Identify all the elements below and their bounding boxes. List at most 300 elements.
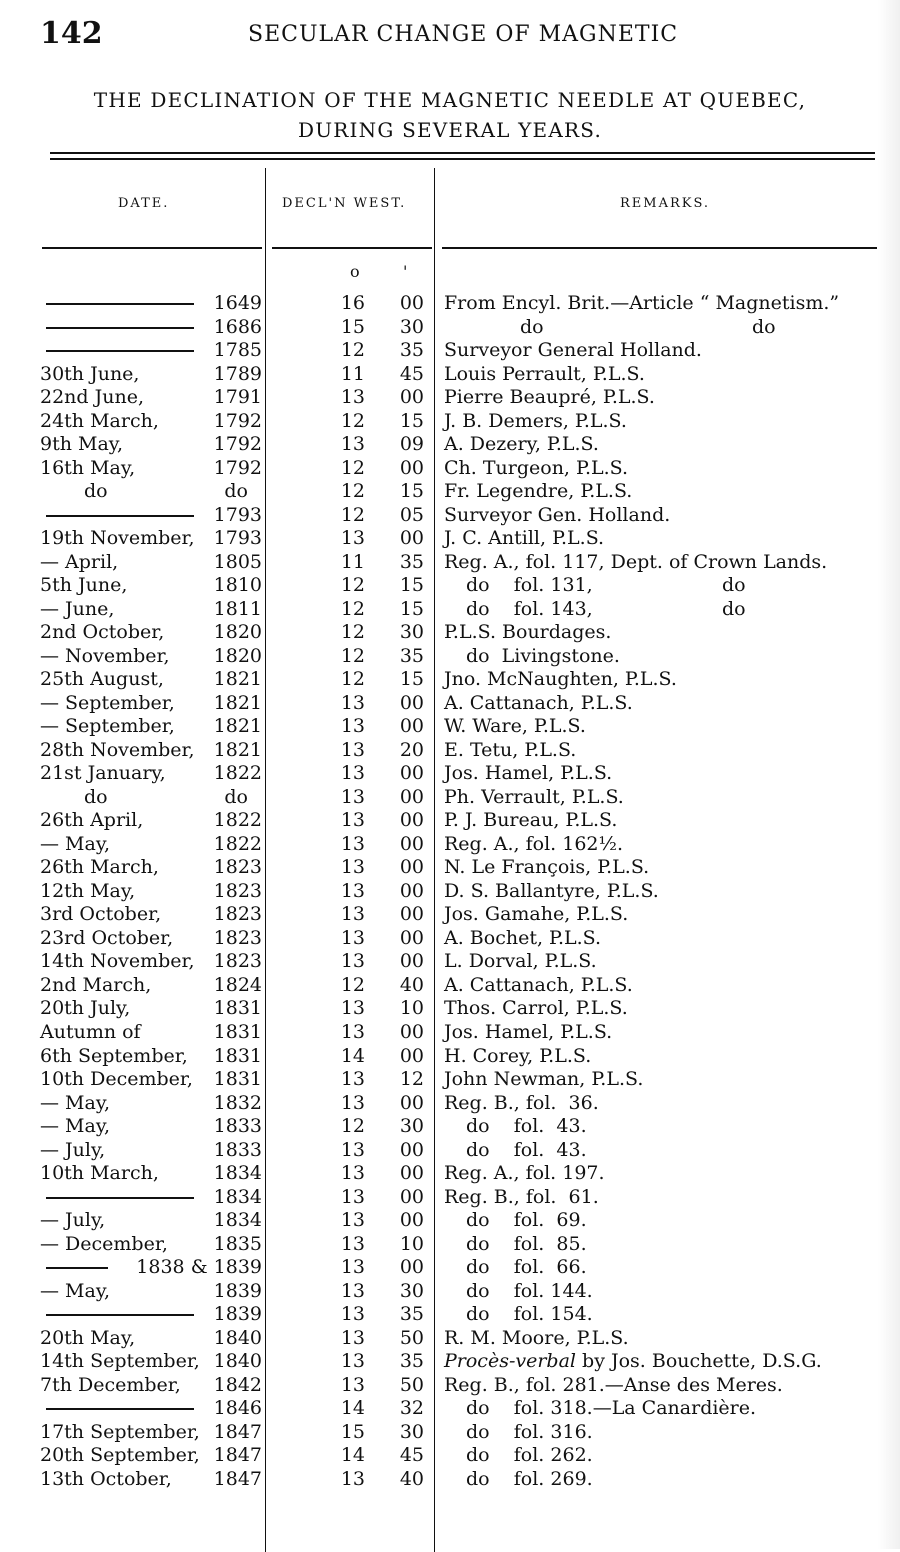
cell-date: Autumn of xyxy=(40,1020,141,1043)
table-row xyxy=(0,574,900,598)
running-head: SECULAR CHANGE OF MAGNETIC xyxy=(248,22,679,47)
cell-year: 1835 xyxy=(213,1232,262,1255)
cell-remarks: D. S. Ballantyre, P.L.S. xyxy=(444,879,659,902)
cell-remarks: A. Dezery, P.L.S. xyxy=(444,433,599,456)
cell-minutes: 00 xyxy=(399,762,424,785)
cell-degrees: 12 xyxy=(340,409,365,432)
table-row xyxy=(0,480,900,504)
cell-remarks: Jos. Gamahe, P.L.S. xyxy=(444,903,629,926)
cell-minutes: 00 xyxy=(399,715,424,738)
remark-text: by Jos. Bouchette, D.S.G. xyxy=(576,1350,822,1373)
table-row xyxy=(0,1162,900,1186)
table-row xyxy=(0,880,900,904)
cell-year: 1833 xyxy=(213,1115,262,1138)
cell-minutes: 35 xyxy=(399,339,424,362)
cell-date: — September, xyxy=(40,715,175,738)
cell-minutes: 00 xyxy=(399,691,424,714)
cell-remarks: P.L.S. Bourdages. xyxy=(444,621,612,644)
cell-date: do xyxy=(84,785,108,808)
cell-minutes: 00 xyxy=(399,950,424,973)
cell-remarks: N. Le François, P.L.S. xyxy=(444,856,650,879)
cell-minutes: 15 xyxy=(399,597,424,620)
remark-italic: Procès-verbal xyxy=(444,1350,576,1373)
cell-date: 30th June, xyxy=(40,362,140,385)
cell-remarks: E. Tetu, P.L.S. xyxy=(444,738,577,761)
cell-minutes: 00 xyxy=(399,926,424,949)
blank-date-dash xyxy=(46,515,194,517)
table-row xyxy=(0,1421,900,1445)
cell-year: 1821 xyxy=(213,738,262,761)
cell-remarks: J. B. Demers, P.L.S. xyxy=(444,409,627,432)
cell-remarks: do fol. 66. xyxy=(466,1256,587,1279)
table-row xyxy=(0,339,900,363)
cell-degrees: 12 xyxy=(340,574,365,597)
cell-minutes: 00 xyxy=(399,1091,424,1114)
table-row xyxy=(0,1327,900,1351)
cell-degrees: 12 xyxy=(340,644,365,667)
cell-date: 20th May, xyxy=(40,1326,136,1349)
table-body xyxy=(0,292,900,1491)
top-rule xyxy=(50,152,875,154)
header-rule-decl xyxy=(272,247,432,249)
cell-remarks: do fol. 131, xyxy=(466,574,593,597)
table-row xyxy=(0,1068,900,1092)
cell-date: — May, xyxy=(40,1091,111,1114)
cell-minutes: 00 xyxy=(399,1162,424,1185)
blank-date-dash xyxy=(46,327,194,329)
cell-date: — July, xyxy=(40,1209,106,1232)
table-row xyxy=(0,1139,900,1163)
cell-year: 1820 xyxy=(213,621,262,644)
unit-minutes: ' xyxy=(403,262,408,281)
cell-remarks: do fol. 318.—La Canardière. xyxy=(466,1397,757,1420)
cell-minutes: 40 xyxy=(399,1467,424,1490)
table-row xyxy=(0,1115,900,1139)
table-row xyxy=(0,1350,900,1374)
top-rule-double xyxy=(50,158,875,160)
cell-year: 1838 & 1839 xyxy=(136,1256,262,1279)
cell-year: 1840 xyxy=(213,1326,262,1349)
cell-minutes: 00 xyxy=(399,832,424,855)
cell-year: 1840 xyxy=(213,1350,262,1373)
cell-year: 1831 xyxy=(213,1044,262,1067)
cell-degrees: 13 xyxy=(340,1068,365,1091)
column-header-remarks: REMARKS. xyxy=(620,196,711,211)
table-row xyxy=(0,974,900,998)
table-row xyxy=(0,598,900,622)
cell-degrees: 13 xyxy=(340,1138,365,1161)
column-header-date: DATE. xyxy=(118,196,170,211)
table-row xyxy=(0,363,900,387)
cell-date: 21st January, xyxy=(40,762,166,785)
cell-remarks: do fol. 154. xyxy=(466,1303,593,1326)
cell-date: 2nd October, xyxy=(40,621,165,644)
cell-minutes: 40 xyxy=(399,973,424,996)
cell-year: 1834 xyxy=(213,1185,262,1208)
cell-remarks: Jos. Hamel, P.L.S. xyxy=(444,1020,613,1043)
table-row xyxy=(0,433,900,457)
cell-year: 1846 xyxy=(213,1397,262,1420)
cell-degrees: 13 xyxy=(340,1091,365,1114)
page-number: 142 xyxy=(40,16,103,51)
cell-date: — May, xyxy=(40,1279,111,1302)
blank-date-dash xyxy=(46,1197,194,1199)
blank-date-dash xyxy=(46,1267,108,1269)
cell-remarks: J. C. Antill, P.L.S. xyxy=(444,527,605,550)
cell-year: 1832 xyxy=(213,1091,262,1114)
cell-minutes: 45 xyxy=(399,1444,424,1467)
cell-year: 1834 xyxy=(213,1162,262,1185)
cell-degrees: 12 xyxy=(340,973,365,996)
cell-degrees: 13 xyxy=(340,1162,365,1185)
cell-minutes: 00 xyxy=(399,1138,424,1161)
cell-date: 5th June, xyxy=(40,574,128,597)
cell-remarks: Thos. Carrol, P.L.S. xyxy=(444,997,628,1020)
cell-degrees: 12 xyxy=(340,456,365,479)
cell-date: — May, xyxy=(40,832,111,855)
cell-minutes: 10 xyxy=(399,1232,424,1255)
table-row xyxy=(0,504,900,528)
cell-date: do xyxy=(84,480,108,503)
cell-date: — September, xyxy=(40,691,175,714)
cell-remarks: Jos. Hamel, P.L.S. xyxy=(444,762,613,785)
cell-date: 16th May, xyxy=(40,456,136,479)
cell-degrees: 14 xyxy=(340,1044,365,1067)
cell-degrees: 13 xyxy=(340,879,365,902)
cell-year: 1831 xyxy=(213,1020,262,1043)
cell-remarks: do fol. 43. xyxy=(466,1115,587,1138)
cell-date: 13th October, xyxy=(40,1467,172,1490)
cell-year: 1793 xyxy=(213,527,262,550)
table-row xyxy=(0,997,900,1021)
cell-year: 1823 xyxy=(213,926,262,949)
cell-minutes: 20 xyxy=(399,738,424,761)
cell-year: 1785 xyxy=(213,339,262,362)
cell-remarks: do fol. 43. xyxy=(466,1138,587,1161)
cell-degrees: 12 xyxy=(340,480,365,503)
cell-remarks: W. Ware, P.L.S. xyxy=(444,715,586,738)
cell-year: 1792 xyxy=(213,456,262,479)
cell-degrees: 13 xyxy=(340,832,365,855)
cell-remarks: A. Cattanach, P.L.S. xyxy=(444,973,633,996)
cell-minutes: 00 xyxy=(399,903,424,926)
cell-degrees: 13 xyxy=(340,1256,365,1279)
cell-degrees: 13 xyxy=(340,1467,365,1490)
cell-degrees: 13 xyxy=(340,433,365,456)
table-row xyxy=(0,1233,900,1257)
cell-year: 1847 xyxy=(213,1420,262,1443)
cell-minutes: 05 xyxy=(399,503,424,526)
cell-date: — June, xyxy=(40,597,115,620)
cell-year: 1822 xyxy=(213,832,262,855)
cell-degrees: 13 xyxy=(340,1326,365,1349)
cell-remarks: do fol. 316. xyxy=(466,1420,593,1443)
table-row xyxy=(0,1303,900,1327)
cell-degrees: 13 xyxy=(340,1232,365,1255)
table-row xyxy=(0,527,900,551)
cell-remarks: R. M. Moore, P.L.S. xyxy=(444,1326,629,1349)
cell-remarks-ditto: do xyxy=(722,597,746,620)
table-row xyxy=(0,292,900,316)
cell-remarks: L. Dorval, P.L.S. xyxy=(444,950,597,973)
cell-remarks: H. Corey, P.L.S. xyxy=(444,1044,592,1067)
cell-year: 1847 xyxy=(213,1444,262,1467)
cell-year: 1823 xyxy=(213,879,262,902)
cell-remarks: Pierre Beaupré, P.L.S. xyxy=(444,386,655,409)
table-row xyxy=(0,715,900,739)
cell-remarks: Jno. McNaughten, P.L.S. xyxy=(444,668,677,691)
cell-date: — December, xyxy=(40,1232,168,1255)
table-row xyxy=(0,739,900,763)
cell-year: 1831 xyxy=(213,1068,262,1091)
cell-remarks: Reg. A., fol. 117, Dept. of Crown Lands. xyxy=(444,550,828,573)
cell-minutes: 00 xyxy=(399,1209,424,1232)
cell-year: 1833 xyxy=(213,1138,262,1161)
cell-date: 19th November, xyxy=(40,527,195,550)
cell-year: 1823 xyxy=(213,903,262,926)
cell-degrees: 14 xyxy=(340,1397,365,1420)
cell-degrees: 11 xyxy=(340,362,365,385)
cell-year: do xyxy=(224,480,248,503)
cell-date: 9th May, xyxy=(40,433,124,456)
cell-degrees: 12 xyxy=(340,621,365,644)
cell-date: 26th April, xyxy=(40,809,144,832)
cell-date: — April, xyxy=(40,550,119,573)
table-row xyxy=(0,833,900,857)
table-row xyxy=(0,1092,900,1116)
header-rule-remarks xyxy=(442,247,877,249)
cell-year: 1839 xyxy=(213,1303,262,1326)
table-row xyxy=(0,1468,900,1492)
cell-degrees: 13 xyxy=(340,527,365,550)
cell-degrees: 13 xyxy=(340,691,365,714)
cell-remarks: A. Bochet, P.L.S. xyxy=(444,926,602,949)
cell-degrees: 13 xyxy=(340,715,365,738)
blank-date-dash xyxy=(46,303,194,305)
scan-edge-shadow xyxy=(878,0,900,1549)
cell-remarks: Surveyor General Holland. xyxy=(444,339,702,362)
table-row xyxy=(0,1444,900,1468)
cell-minutes: 30 xyxy=(399,1279,424,1302)
cell-degrees: 15 xyxy=(340,1420,365,1443)
table-row xyxy=(0,809,900,833)
cell-degrees: 13 xyxy=(340,738,365,761)
cell-year: do xyxy=(224,785,248,808)
cell-date: 6th September, xyxy=(40,1044,188,1067)
cell-minutes: 00 xyxy=(399,456,424,479)
cell-year: 1839 xyxy=(213,1279,262,1302)
cell-degrees: 16 xyxy=(340,292,365,314)
cell-remarks: Ph. Verrault, P.L.S. xyxy=(444,785,624,808)
unit-degrees: o xyxy=(350,262,360,281)
cell-minutes: 30 xyxy=(399,1115,424,1138)
cell-date: 2nd March, xyxy=(40,973,152,996)
cell-degrees: 13 xyxy=(340,1279,365,1302)
cell-date: 20th July, xyxy=(40,997,131,1020)
cell-degrees: 11 xyxy=(340,550,365,573)
table-row xyxy=(0,410,900,434)
cell-remarks: Reg. B., fol. 36. xyxy=(444,1091,599,1114)
cell-degrees: 12 xyxy=(340,1115,365,1138)
cell-degrees: 13 xyxy=(340,856,365,879)
cell-degrees: 13 xyxy=(340,1350,365,1373)
table-row xyxy=(0,1021,900,1045)
cell-remarks: Reg. A., fol. 162½. xyxy=(444,832,623,855)
cell-minutes: 35 xyxy=(399,550,424,573)
table-row xyxy=(0,950,900,974)
cell-year: 1810 xyxy=(213,574,262,597)
cell-minutes: 30 xyxy=(399,1420,424,1443)
cell-minutes: 00 xyxy=(399,1020,424,1043)
cell-year: 1824 xyxy=(213,973,262,996)
cell-remarks: do fol. 269. xyxy=(466,1467,593,1490)
table-row xyxy=(0,786,900,810)
cell-date: 17th September, xyxy=(40,1420,200,1443)
cell-minutes: 50 xyxy=(399,1326,424,1349)
cell-year: 1793 xyxy=(213,503,262,526)
table-row xyxy=(0,386,900,410)
cell-year: 1823 xyxy=(213,950,262,973)
cell-date: — July, xyxy=(40,1138,106,1161)
cell-degrees: 13 xyxy=(340,1020,365,1043)
cell-year: 1792 xyxy=(213,433,262,456)
cell-minutes: 00 xyxy=(399,1256,424,1279)
cell-degrees: 12 xyxy=(340,597,365,620)
cell-remarks: John Newman, P.L.S. xyxy=(444,1068,644,1091)
cell-minutes: 15 xyxy=(399,409,424,432)
cell-year: 1842 xyxy=(213,1373,262,1396)
blank-date-dash xyxy=(46,1314,194,1316)
cell-year: 1805 xyxy=(213,550,262,573)
table-row xyxy=(0,1374,900,1398)
cell-date: 14th September, xyxy=(40,1350,200,1373)
cell-date: 14th November, xyxy=(40,950,195,973)
cell-degrees: 13 xyxy=(340,762,365,785)
table-row xyxy=(0,316,900,340)
cell-date: — May, xyxy=(40,1115,111,1138)
cell-degrees: 13 xyxy=(340,809,365,832)
table-title-line2: DURING SEVERAL YEARS. xyxy=(297,118,603,142)
cell-year: 1823 xyxy=(213,856,262,879)
blank-date-dash xyxy=(46,350,194,352)
cell-year: 1820 xyxy=(213,644,262,667)
cell-remarks: From Encyl. Brit.—Article “ Magnetism.” xyxy=(444,292,840,314)
cell-year: 1834 xyxy=(213,1209,262,1232)
cell-remarks: do fol. 69. xyxy=(466,1209,587,1232)
table-row xyxy=(0,668,900,692)
cell-year: 1789 xyxy=(213,362,262,385)
cell-remarks-ditto: do xyxy=(752,315,776,338)
cell-date: — November, xyxy=(40,644,170,667)
cell-minutes: 09 xyxy=(399,433,424,456)
cell-minutes: 00 xyxy=(399,292,424,314)
cell-degrees: 13 xyxy=(340,1303,365,1326)
cell-minutes: 00 xyxy=(399,809,424,832)
cell-year: 1811 xyxy=(213,597,262,620)
cell-minutes: 30 xyxy=(399,315,424,338)
cell-remarks xyxy=(444,1350,822,1374)
table-row xyxy=(0,1186,900,1210)
cell-remarks: do xyxy=(520,315,544,338)
cell-date: 20th September, xyxy=(40,1444,200,1467)
cell-remarks: Reg. B., fol. 281.—Anse des Meres. xyxy=(444,1373,783,1396)
cell-minutes: 35 xyxy=(399,1350,424,1373)
cell-degrees: 13 xyxy=(340,903,365,926)
cell-degrees: 13 xyxy=(340,926,365,949)
blank-date-dash xyxy=(46,1408,194,1410)
cell-remarks: do Livingstone. xyxy=(466,644,620,667)
cell-minutes: 00 xyxy=(399,527,424,550)
cell-degrees: 13 xyxy=(340,785,365,808)
cell-minutes: 35 xyxy=(399,644,424,667)
cell-degrees: 12 xyxy=(340,503,365,526)
cell-date: 23rd October, xyxy=(40,926,174,949)
table-row xyxy=(0,457,900,481)
cell-remarks: Fr. Legendre, P.L.S. xyxy=(444,480,633,503)
cell-year: 1831 xyxy=(213,997,262,1020)
cell-remarks-ditto: do xyxy=(722,574,746,597)
cell-date: 26th March, xyxy=(40,856,159,879)
cell-date: 7th December, xyxy=(40,1373,181,1396)
cell-remarks: do fol. 262. xyxy=(466,1444,593,1467)
cell-minutes: 00 xyxy=(399,785,424,808)
cell-degrees: 12 xyxy=(340,339,365,362)
column-header-declination: DECL'N WEST. xyxy=(282,196,407,211)
cell-year: 1822 xyxy=(213,762,262,785)
cell-remarks: A. Cattanach, P.L.S. xyxy=(444,691,633,714)
cell-minutes: 15 xyxy=(399,574,424,597)
table-row xyxy=(0,927,900,951)
cell-minutes: 15 xyxy=(399,668,424,691)
cell-date: 28th November, xyxy=(40,738,195,761)
cell-minutes: 35 xyxy=(399,1303,424,1326)
table-row xyxy=(0,645,900,669)
cell-date: 22nd June, xyxy=(40,386,144,409)
cell-year: 1791 xyxy=(213,386,262,409)
cell-remarks: do fol. 85. xyxy=(466,1232,587,1255)
cell-remarks: Louis Perrault, P.L.S. xyxy=(444,362,645,385)
cell-year: 1821 xyxy=(213,668,262,691)
cell-minutes: 00 xyxy=(399,386,424,409)
table-row xyxy=(0,903,900,927)
cell-remarks: do fol. 143, xyxy=(466,597,593,620)
cell-remarks: Reg. A., fol. 197. xyxy=(444,1162,605,1185)
cell-remarks: P. J. Bureau, P.L.S. xyxy=(444,809,618,832)
cell-remarks: Surveyor Gen. Holland. xyxy=(444,503,671,526)
cell-minutes: 00 xyxy=(399,1185,424,1208)
cell-minutes: 45 xyxy=(399,362,424,385)
table-row xyxy=(0,1045,900,1069)
cell-remarks: do fol. 144. xyxy=(466,1279,593,1302)
cell-minutes: 00 xyxy=(399,1044,424,1067)
cell-minutes: 00 xyxy=(399,879,424,902)
cell-minutes: 15 xyxy=(399,480,424,503)
table-row xyxy=(0,1209,900,1233)
table-row xyxy=(0,692,900,716)
cell-degrees: 13 xyxy=(340,386,365,409)
cell-year: 1822 xyxy=(213,809,262,832)
cell-degrees: 12 xyxy=(340,668,365,691)
table-row xyxy=(0,1397,900,1421)
table-row xyxy=(0,551,900,575)
cell-degrees: 13 xyxy=(340,1373,365,1396)
cell-minutes: 50 xyxy=(399,1373,424,1396)
cell-degrees: 13 xyxy=(340,997,365,1020)
cell-date: 12th May, xyxy=(40,879,136,902)
table-row xyxy=(0,856,900,880)
table-row xyxy=(0,1280,900,1304)
table-row xyxy=(0,762,900,786)
